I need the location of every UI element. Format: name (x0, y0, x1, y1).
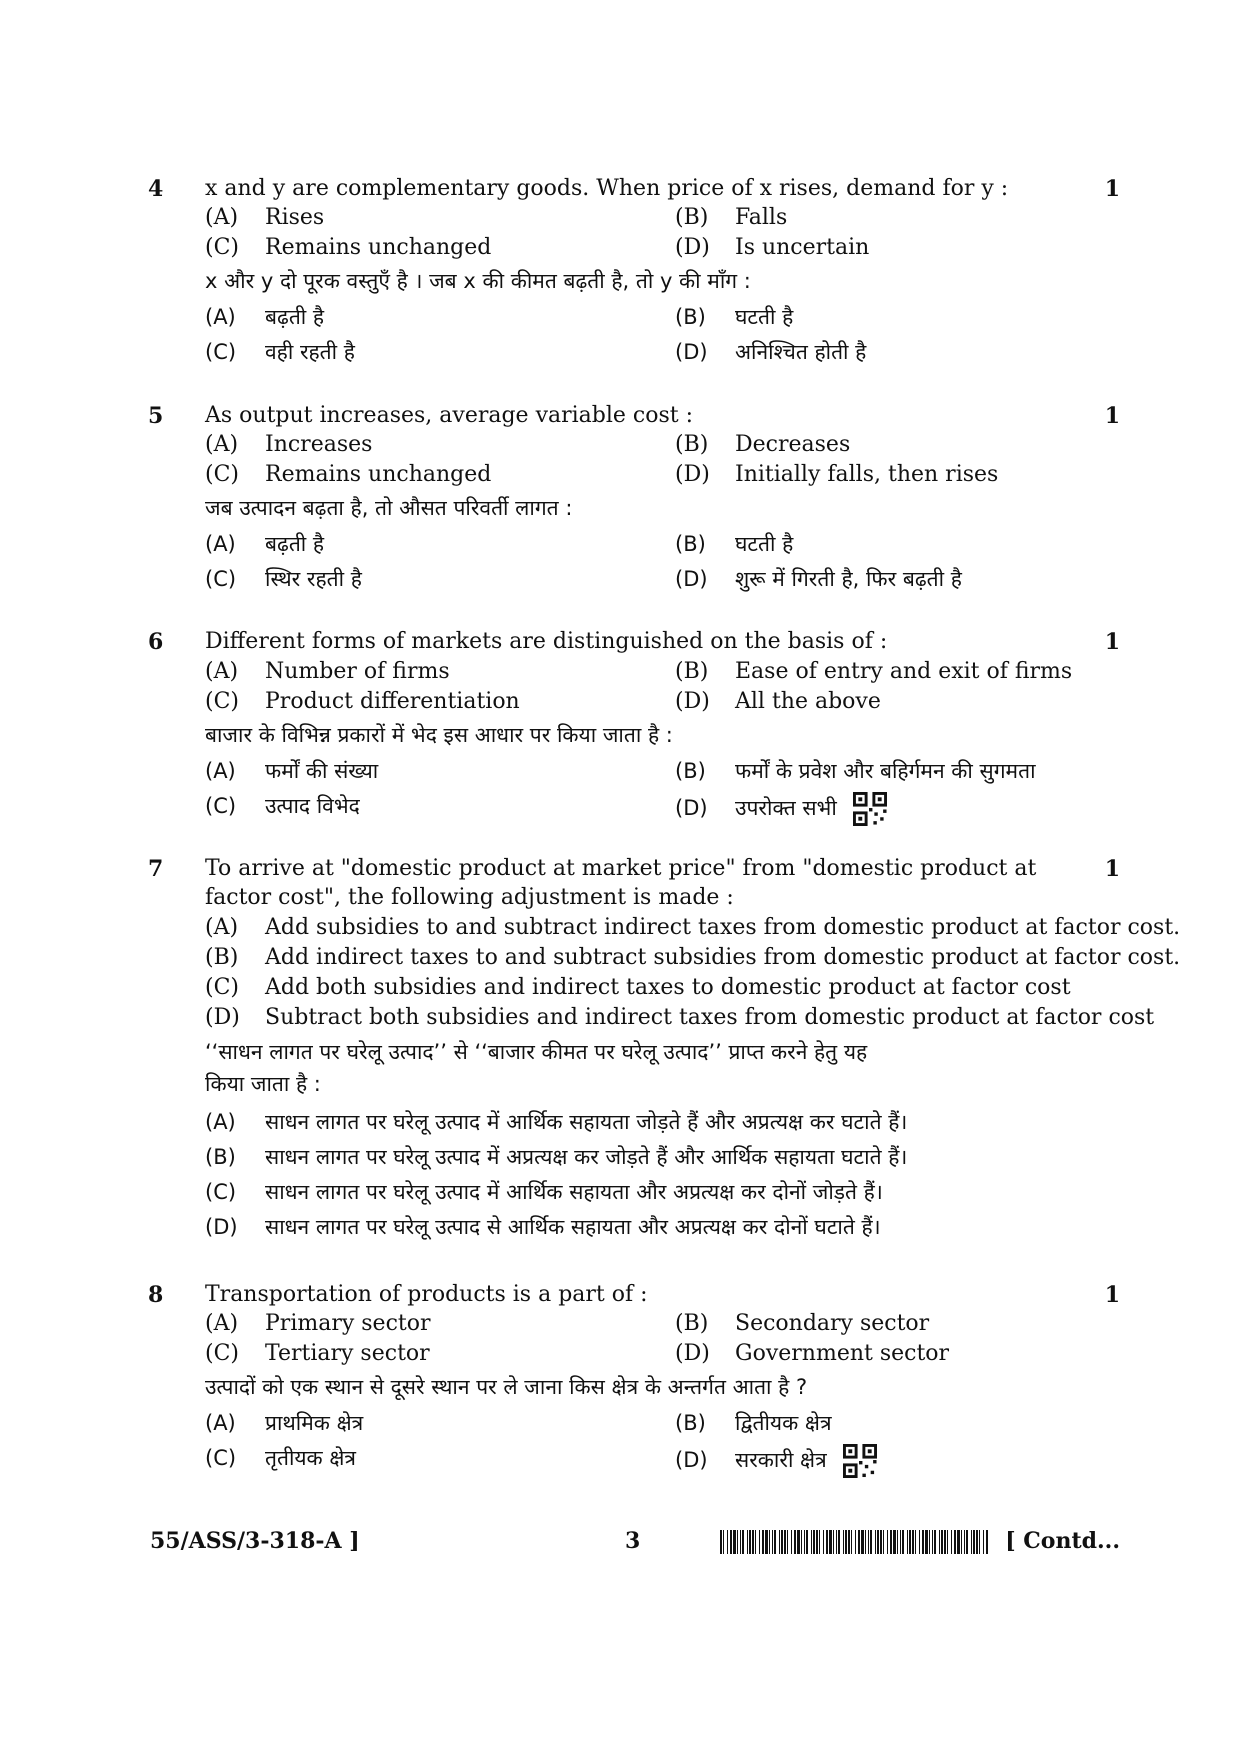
option-d-hi: (D) साधन लागत पर घरेलू उत्पाद से आर्थिक सहायता और अप्रत्यक्ष कर दोनों घटाते हैं। (205, 1215, 881, 1239)
option-b-hi: (B) द्वितीयक क्षेत्र (675, 1411, 832, 1435)
question-text-en-line-1: To arrive at "domestic product at market price" from "domestic product at (205, 856, 1037, 881)
barcode-icon (720, 1530, 990, 1554)
question-text-en: x and y are complementary goods. When price of x rises, demand for y : (205, 176, 1009, 201)
question-number: 7 (148, 856, 164, 882)
option-c-hi: (C) साधन लागत पर घरेलू उत्पाद में आर्थिक सहायता और अप्रत्यक्ष कर दोनों जोड़ते हैं। (205, 1180, 883, 1204)
option-a-en: (A) Number of firms (205, 659, 450, 684)
option-c-en: (C) Remains unchanged (205, 235, 492, 260)
option-a-hi: (A) प्राथमिक क्षेत्र (205, 1411, 364, 1435)
question-text-hi: जब उत्पादन बढ़ता है, तो औसत परिवर्ती लागत : (205, 496, 573, 520)
question-text-hi-line-2: किया जाता है : (205, 1072, 321, 1096)
option-d-hi: (D) सरकारी क्षेत्र (675, 1444, 877, 1478)
option-c-en: (C) Remains unchanged (205, 462, 492, 487)
question-text-en: As output increases, average variable cost : (205, 403, 694, 428)
option-d-en: (D) Is uncertain (675, 235, 870, 260)
option-d-en: (D) Subtract both subsidies and indirect taxes from domestic product at factor cost (205, 1005, 1155, 1030)
option-b-hi: (B) घटती है (675, 305, 794, 329)
option-c-en: (C) Product differentiation (205, 689, 520, 714)
option-d-en: (D) All the above (675, 689, 881, 714)
option-a-hi: (A) बढ़ती है (205, 532, 325, 556)
option-a-hi: (A) फर्मों की संख्या (205, 759, 379, 783)
qr-code-icon (853, 792, 887, 826)
page-footer (150, 1528, 1120, 1558)
option-b-hi: (B) फर्मों के प्रवेश और बहिर्गमन की सुगमता (675, 759, 1036, 783)
option-c-hi: (C) वही रहती है (205, 340, 355, 364)
question-number: 4 (148, 176, 164, 202)
option-d-en: (D) Initially falls, then rises (675, 462, 999, 487)
question-marks: 1 (1104, 403, 1120, 429)
paper-code: 55/ASS/3-318-A ] (150, 1528, 360, 1554)
question-text-hi-line-1: ‘‘साधन लागत पर घरेलू उत्पाद’’ से ‘‘बाजार कीमत पर घरेलू उत्पाद’’ प्राप्त करने हेतु यह (205, 1040, 868, 1064)
question-text-en: Transportation of products is a part of : (205, 1282, 648, 1307)
qr-code-icon (843, 1444, 877, 1478)
option-d-en: (D) Government sector (675, 1341, 950, 1366)
option-b-hi: (B) साधन लागत पर घरेलू उत्पाद में अप्रत्यक्ष कर जोड़ते हैं और आर्थिक सहायता घटाते हैं। (205, 1145, 908, 1169)
option-b-hi: (B) घटती है (675, 532, 794, 556)
option-d-hi: (D) शुरू में गिरती है, फिर बढ़ती है (675, 567, 962, 591)
question-number: 6 (148, 629, 164, 655)
question-marks: 1 (1104, 856, 1120, 882)
option-d-hi: (D) अनिश्चित होती है (675, 340, 867, 364)
question-text-hi: उत्पादों को एक स्थान से दूसरे स्थान पर ले जाना किस क्षेत्र के अन्तर्गत आता है ? (205, 1375, 808, 1399)
option-a-en: (A) Primary sector (205, 1311, 431, 1336)
option-c-hi: (C) स्थिर रहती है (205, 567, 362, 591)
option-b-en: (B) Add indirect taxes to and subtract subsidies from domestic product at factor cost. (205, 945, 1181, 970)
question-marks: 1 (1104, 1282, 1120, 1308)
option-b-en: (B) Falls (675, 205, 788, 230)
option-a-hi: (A) साधन लागत पर घरेलू उत्पाद में आर्थिक सहायता जोड़ते हैं और अप्रत्यक्ष कर घटाते हैं। (205, 1110, 908, 1134)
question-number: 8 (148, 1282, 164, 1308)
question-text-hi: बाजार के विभिन्न प्रकारों में भेद इस आधार पर किया जाता है : (205, 723, 673, 747)
option-b-en: (B) Secondary sector (675, 1311, 930, 1336)
option-d-hi: (D) उपरोक्त सभी (675, 792, 887, 826)
question-text-en-line-2: factor cost", the following adjustment is made : (205, 885, 734, 910)
option-b-en: (B) Ease of entry and exit of firms (675, 659, 1073, 684)
question-number: 5 (148, 403, 164, 429)
option-c-hi: (C) उत्पाद विभेद (205, 794, 360, 818)
option-c-en: (C) Add both subsidies and indirect taxes to domestic product at factor cost (205, 975, 1071, 1000)
option-a-hi: (A) बढ़ती है (205, 305, 325, 329)
option-c-en: (C) Tertiary sector (205, 1341, 430, 1366)
question-marks: 1 (1104, 629, 1120, 655)
option-a-en: (A) Add subsidies to and subtract indirect taxes from domestic product at factor cost. (205, 915, 1181, 940)
option-a-en: (A) Increases (205, 432, 373, 457)
option-c-hi: (C) तृतीयक क्षेत्र (205, 1446, 357, 1470)
question-marks: 1 (1104, 176, 1120, 202)
option-a-en: (A) Rises (205, 205, 325, 230)
contd-label: [ Contd... (1005, 1528, 1120, 1554)
page-number: 3 (625, 1528, 641, 1554)
question-text-hi: x और y दो पूरक वस्तुएँ है । जब x की कीमत बढ़ती है, तो y की माँग : (205, 269, 751, 293)
option-b-en: (B) Decreases (675, 432, 851, 457)
question-text-en: Different forms of markets are distinguished on the basis of : (205, 629, 888, 654)
